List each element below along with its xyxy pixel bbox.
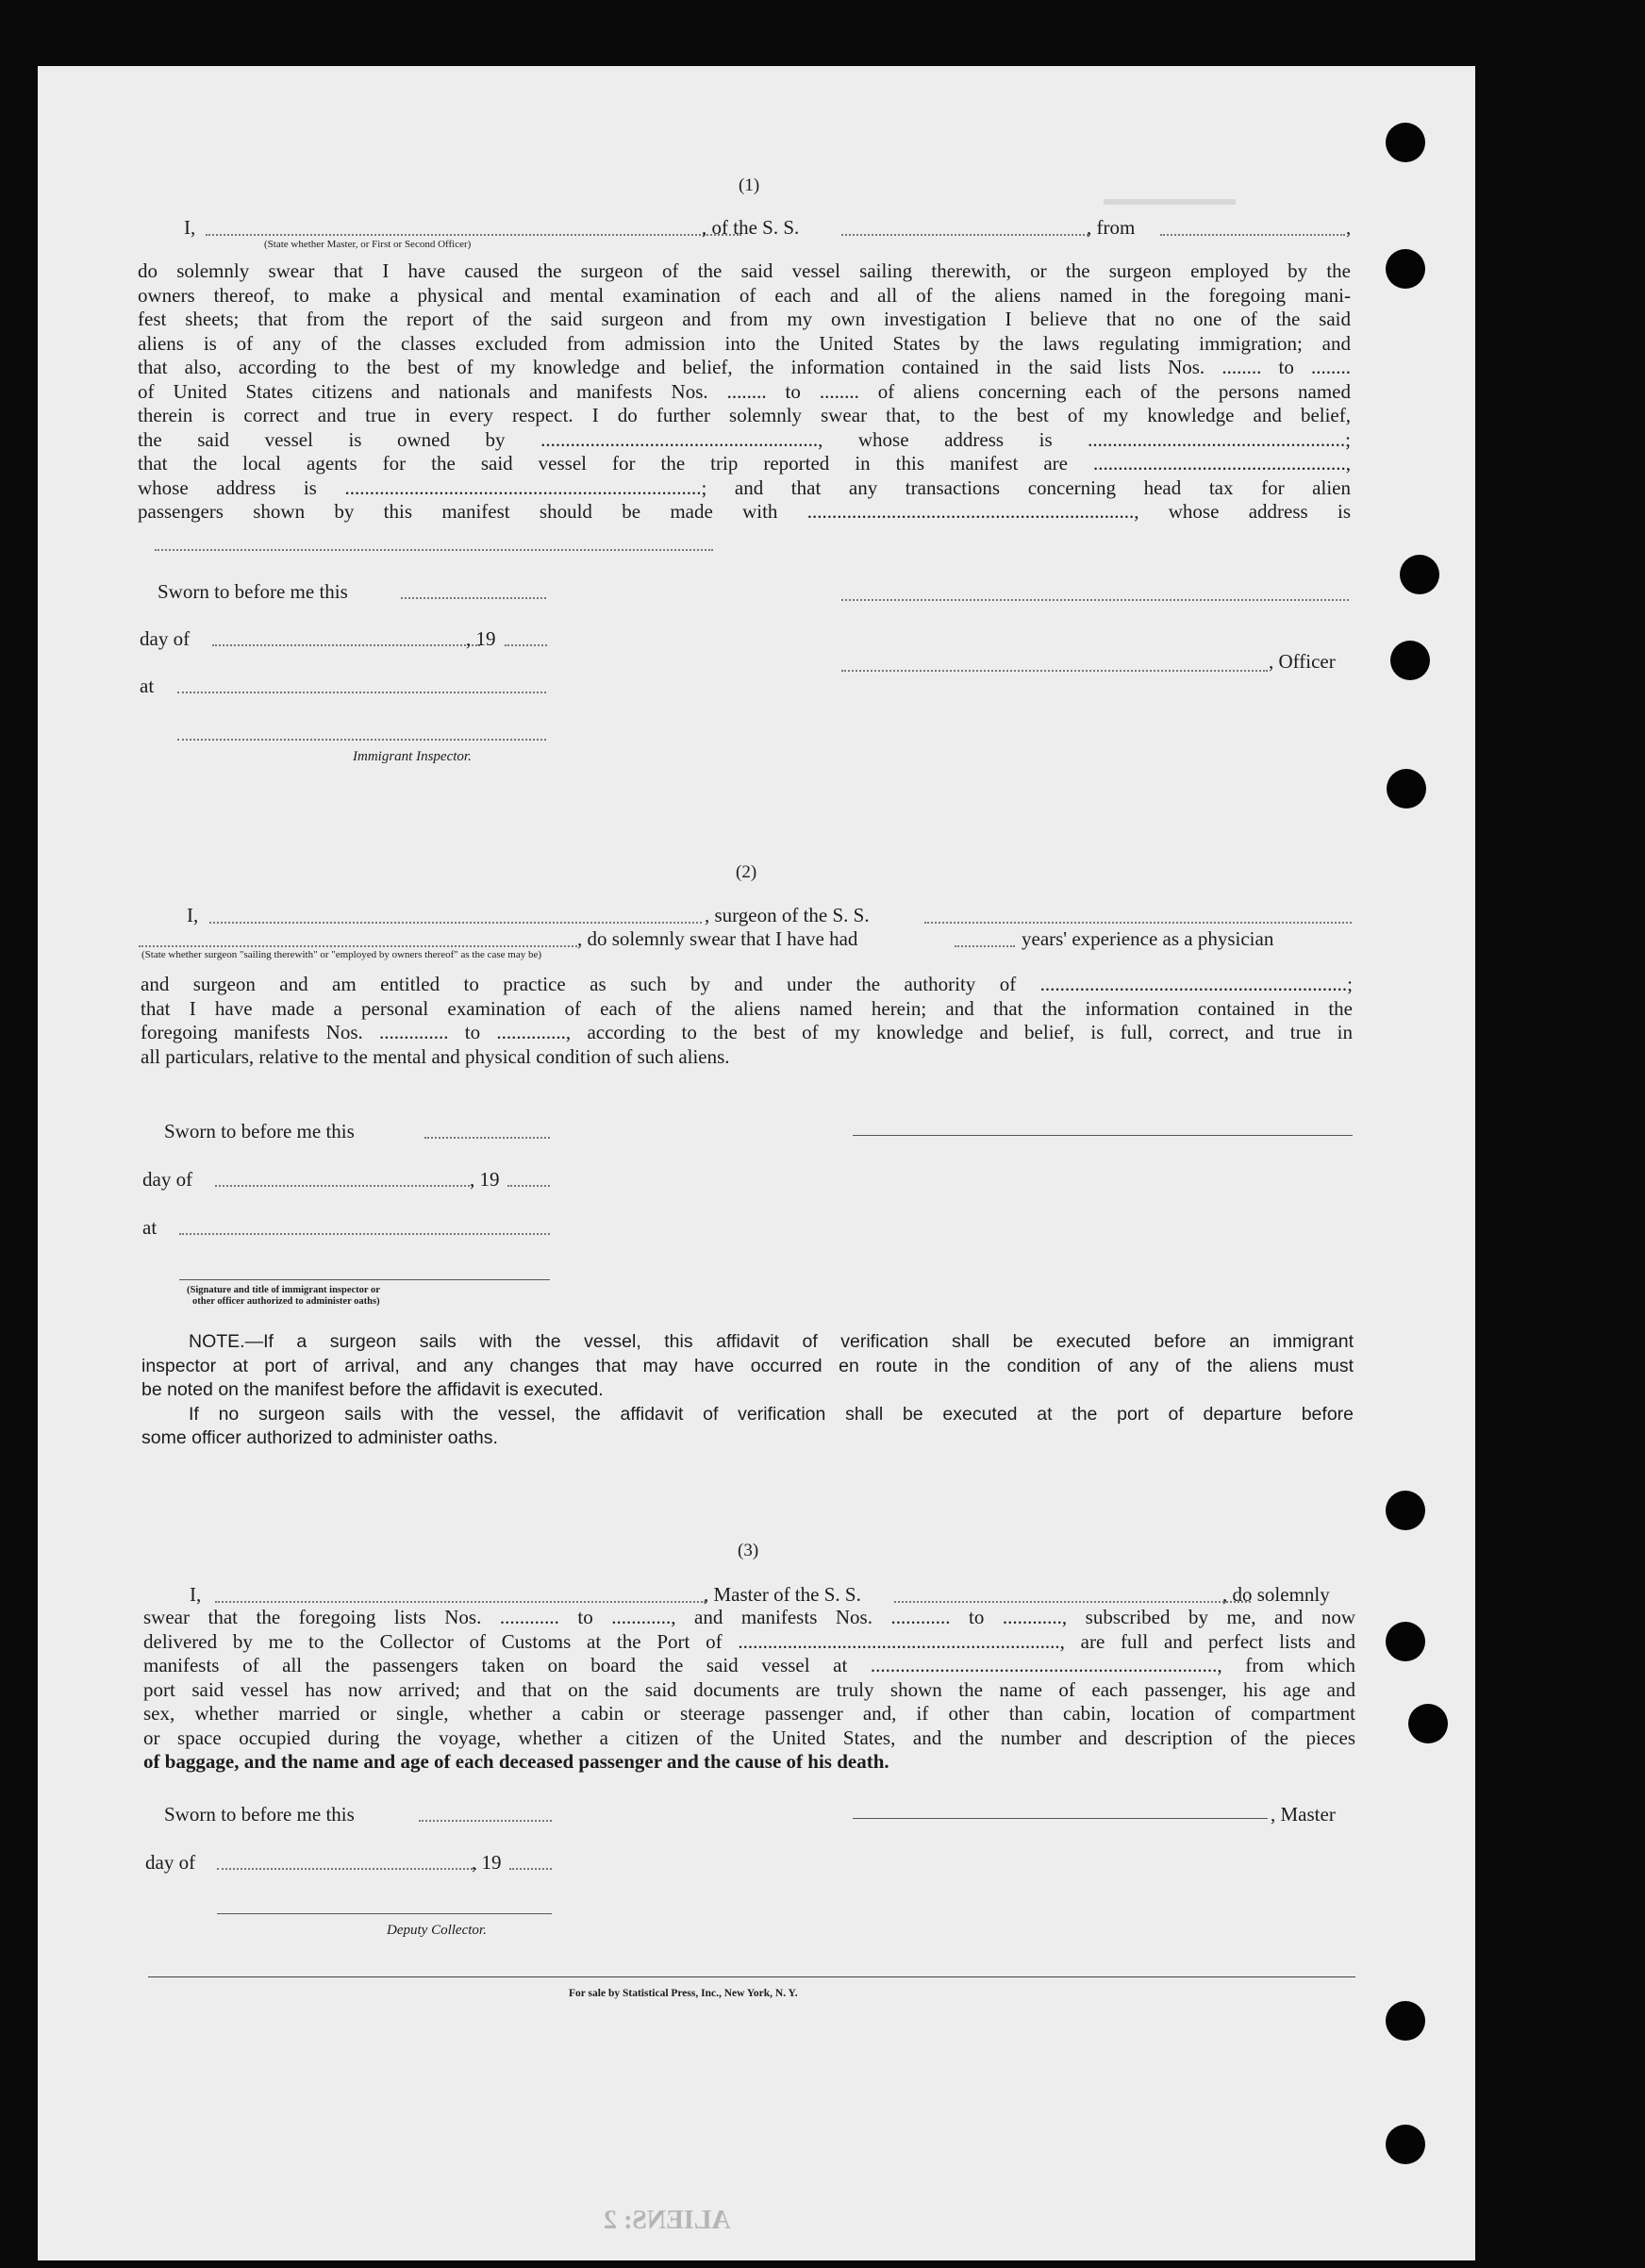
s1-officer-subscript: (State whether Master, or First or Second Officer) [264, 239, 472, 250]
s1-oath-line: whose address is ........................................................................; and that any transactions concerning head tax for alien [138, 475, 1351, 499]
s2-oath-line: and surgeon and am entitled to practice as such by and under the authority of ..............................................................; [141, 973, 1353, 995]
s2-signature-note-2: other officer authorized to administer oaths) [192, 1296, 380, 1307]
s1-day-of-label: day of [140, 627, 191, 650]
s1-from-label: , from [1087, 216, 1136, 239]
s3-day-of-label: day of [145, 1851, 196, 1874]
s1-inspector-label: Immigrant Inspector. [353, 749, 472, 764]
s1-sworn-day-field[interactable] [401, 597, 546, 599]
s3-year-label: , 19 [472, 1851, 502, 1874]
s2-signature-note-1: (Signature and title of immigrant inspector or [187, 1285, 380, 1295]
s2-surgeon-name-field[interactable] [209, 922, 702, 924]
s1-oath-line: the said vessel is owned by ........................................................, whose address is ....................................................; [138, 427, 1351, 451]
s3-oath-line: sex, whether married or single, whether a cabin or steerage passenger and, if other than cabin, location of compartment [143, 1702, 1355, 1725]
s1-oath-line: that also, according to the best of my knowledge and belief, the information contained in the said lists Nos. ........ to ........ [138, 356, 1351, 378]
s3-sworn-label: Sworn to before me this [164, 1803, 355, 1826]
s1-oath-paragraph [138, 259, 1351, 525]
s2-signature-line[interactable] [179, 1279, 550, 1280]
s2-swear-label: , do solemnly swear that I have had [577, 927, 858, 950]
note-text-line: some officer authorized to administer oaths. [141, 1427, 498, 1448]
punch-hole [1387, 769, 1426, 809]
s3-master-name-field[interactable] [215, 1601, 706, 1603]
s1-oath-line: do solemnly swear that I have caused the surgeon of the said vessel sailing therewith, or the surgeon employed by the [138, 259, 1351, 282]
section-3-number: (3) [738, 1541, 759, 1560]
s2-years-label: years' experience as a physician [1022, 927, 1274, 950]
s1-officer-title-field[interactable] [841, 670, 1268, 672]
s1-oath-line: of United States citizens and nationals and manifests Nos. ........ to ........ of aliens concerning each of the persons named [138, 379, 1351, 403]
s1-officer-signature-line[interactable] [841, 599, 1349, 601]
section-2-number: (2) [736, 862, 757, 882]
s3-oath-line: swear that the foregoing lists Nos. ............ to ............, and manifests Nos. ............ to ............, subscribed by me, and now [143, 1606, 1355, 1628]
s3-oath-line: of baggage, and the name and age of each deceased passenger and the cause of his death. [143, 1750, 889, 1773]
s3-line1-end: , do solemnly [1222, 1583, 1330, 1606]
s1-oath-line: passengers shown by this manifest should be made with .................................................................., whose address is [138, 500, 1351, 523]
s1-year-label: , 19 [466, 627, 496, 650]
s1-oath-line: aliens is of any of the classes excluded from admission into the United States by the laws regulating immigration; and [138, 331, 1351, 355]
punch-hole [1386, 1491, 1425, 1530]
s2-oath-paragraph [141, 973, 1353, 1069]
s2-oath-line: foregoing manifests Nos. .............. to .............., according to the best of my knowledge and belief, is full, correct, and true in [141, 1021, 1353, 1043]
s1-at-place-field[interactable] [177, 692, 546, 693]
footer-rule [148, 1976, 1355, 1977]
s1-oath-line: owners thereof, to make a physical and mental examination of each and all of the aliens named in the foregoing mani- [138, 283, 1351, 307]
s1-of-ss-label: , of the S. S. [702, 216, 800, 239]
punch-hole [1390, 641, 1430, 680]
s3-master-sign-label: , Master [1271, 1803, 1336, 1826]
s1-oath-line: that the local agents for the said vessel for the trip reported in this manifest are ..................................................., [138, 452, 1351, 475]
punch-hole [1386, 2001, 1425, 2041]
s1-oath-line: therein is correct and true in every respect. I do further solemnly swear that, to the best of my knowledge and belief, [138, 404, 1351, 426]
punch-hole [1386, 2125, 1425, 2164]
s2-at-label: at [142, 1216, 158, 1239]
s2-day-of-label: day of [142, 1168, 193, 1191]
s3-oath-line: manifests of all the passengers taken on board the said vessel at ......................................................................, from which [143, 1654, 1355, 1676]
s1-at-label: at [140, 675, 155, 697]
s2-year-field[interactable] [507, 1185, 550, 1187]
s3-oath-line: delivered by me to the Collector of Customs at the Port of ................................................................., are full and perfect lists and [143, 1629, 1355, 1653]
note-label: NOTE. [189, 1331, 245, 1352]
s2-surgeon-signature-line[interactable] [853, 1135, 1353, 1136]
s2-at-place-field[interactable] [179, 1233, 550, 1235]
section-1-number: (1) [739, 175, 760, 195]
s1-oath-line: fest sheets; that from the report of the said surgeon and from my own investigation I believe that no one of the said [138, 308, 1351, 330]
s2-year-label: , 19 [470, 1168, 500, 1191]
s3-collector-signature-line[interactable] [217, 1913, 552, 1914]
s2-oath-line: that I have made a personal examination of each of the aliens named herein; and that the information contained in the [141, 996, 1353, 1020]
bleed-through-bottom: ALIENS: 2 [604, 2206, 731, 2235]
punch-hole [1386, 1622, 1425, 1661]
s1-ship-name-field[interactable] [841, 234, 1088, 236]
s3-oath-line: port said vessel has now arrived; and that on the said documents are truly shown the name of each passenger, his age and [143, 1677, 1355, 1701]
note-block [141, 1330, 1354, 1451]
s2-ship-name-field[interactable] [924, 922, 1352, 924]
punch-hole [1386, 249, 1425, 289]
s1-officer-name-field[interactable] [206, 234, 741, 236]
footer-printer-note: For sale by Statistical Press, Inc., New York, N. Y. [569, 1988, 798, 1999]
s3-sworn-day-field[interactable] [419, 1820, 552, 1822]
s1-sworn-label: Sworn to before me this [158, 580, 348, 603]
s1-year-field[interactable] [505, 644, 547, 646]
s3-line1-start: I, [190, 1583, 202, 1606]
s1-from-port-field[interactable] [1160, 234, 1345, 236]
s2-month-field[interactable] [215, 1185, 474, 1187]
s2-sworn-label: Sworn to before me this [164, 1120, 355, 1142]
s2-status-subscript: (State whether surgeon "sailing therewith" or "employed by owners thereof" as the case may be) [141, 949, 542, 960]
s3-deputy-label: Deputy Collector. [387, 1923, 487, 1938]
s2-surgeon-status-field[interactable] [139, 945, 577, 947]
s1-month-field[interactable] [212, 644, 480, 646]
punch-hole [1386, 123, 1425, 162]
s2-line1-start: I, [187, 904, 199, 926]
s3-month-field[interactable] [217, 1868, 476, 1870]
s2-surgeon-label: , surgeon of the S. S. [705, 904, 870, 926]
document-page [38, 66, 1475, 2260]
note-text-line: inspector at port of arrival, and any changes that may have occurred en route in the condition of any of the aliens must [141, 1355, 1354, 1376]
s1-inspector-signature-field[interactable] [177, 739, 546, 741]
note-text-line: If no surgeon sails with the vessel, the affidavit of verification shall be executed at the port of departure before [189, 1403, 1354, 1425]
s3-ship-name-field[interactable] [894, 1601, 1251, 1603]
s3-oath-line: or space occupied during the voyage, whether a citizen of the United States, and the number and description of the pieces [143, 1726, 1355, 1749]
s3-oath-paragraph [143, 1606, 1355, 1775]
s3-year-field[interactable] [509, 1868, 552, 1870]
bleed-through-top: ▬▬▬▬▬▬▬ [1104, 189, 1236, 209]
note-line-1 [141, 1330, 1354, 1355]
s3-master-signature-line[interactable] [853, 1818, 1268, 1819]
s1-officer-label: , Officer [1269, 650, 1336, 673]
note-text-line: be noted on the manifest before the affidavit is executed. [141, 1379, 604, 1400]
s1-line1-start: I, [184, 216, 196, 239]
punch-hole [1408, 1704, 1448, 1743]
s2-years-field[interactable] [955, 945, 1015, 947]
s1-head-tax-address-field[interactable] [155, 549, 713, 551]
s3-master-label: , Master of the S. S. [704, 1583, 861, 1606]
punch-hole [1400, 555, 1439, 594]
s2-sworn-day-field[interactable] [424, 1137, 550, 1139]
s1-line1-comma: , [1346, 216, 1352, 239]
note-text-line: —If a surgeon sails with the vessel, this affidavit of verification shall be executed before an immigrant [244, 1331, 1354, 1352]
s2-oath-line: all particulars, relative to the mental and physical condition of such aliens. [141, 1044, 730, 1068]
